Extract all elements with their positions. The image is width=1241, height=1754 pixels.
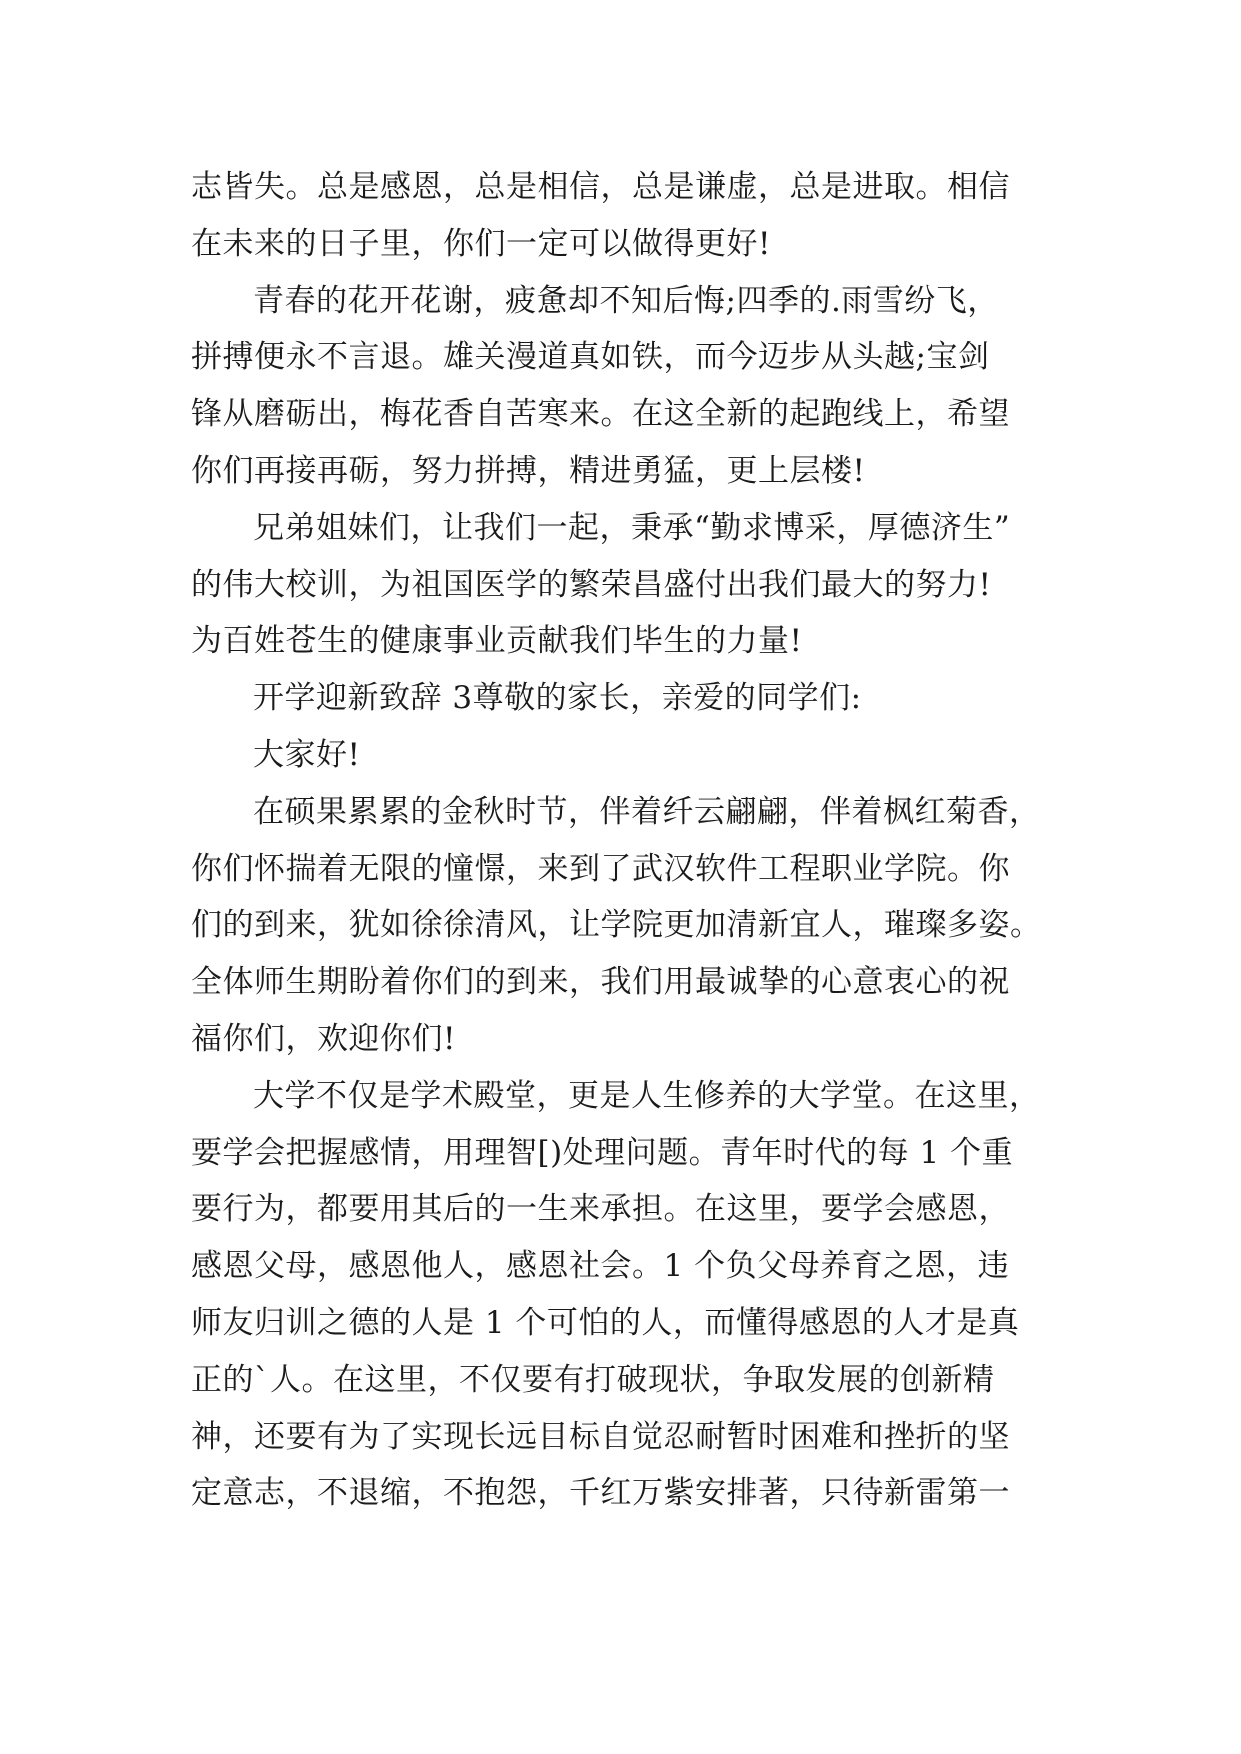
- text-line: 在硕果累累的金秋时节，伴着纤云翩翩，伴着枫红菊香，: [253, 793, 1041, 830]
- text-line: 志皆失。总是感恩，总是相信，总是谦虚，总是进取。相信: [191, 169, 1010, 205]
- text-line: 感恩父母，感恩他人，感恩社会。1 个负父母养育之恩，违: [191, 1248, 1010, 1285]
- text-line: 青春的花开花谢，疲惫却不知后悔;四季的.雨雪纷飞，: [253, 282, 999, 319]
- text-line: 福你们，欢迎你们!: [191, 1020, 456, 1057]
- text-line: 锋从磨砺出，梅花香自苦寒来。在这全新的起跑线上，希望: [191, 396, 1010, 433]
- text-line: 神，还要有为了实现长远目标自觉忍耐暂时困难和挫折的坚: [191, 1418, 1010, 1455]
- text-line: 正的`人。在这里，不仅要有打破现状，争取发展的创新精: [191, 1361, 995, 1398]
- text-line: 你们怀揣着无限的憧憬，来到了武汉软件工程职业学院。你: [191, 850, 1010, 887]
- text-line: 师友归训之德的人是 1 个可怕的人，而懂得感恩的人才是真: [191, 1304, 1020, 1341]
- text-line: 为百姓苍生的健康事业贡献我们毕生的力量!: [191, 623, 803, 660]
- text-line: 你们再接再砺，努力拼搏，精进勇猛，更上层楼!: [191, 452, 866, 489]
- text-line: 的伟大校训，为祖国医学的繁荣昌盛付出我们最大的努力!: [191, 566, 992, 603]
- text-line: 大学不仅是学术殿堂，更是人生修养的大学堂。在这里，: [253, 1077, 1041, 1114]
- text-line: 们的到来，犹如徐徐清风，让学院更加清新宜人，璀璨多姿。: [191, 907, 1042, 944]
- text-line: 定意志，不退缩，不抱怨，千红万紫安排著，只待新雷第一: [191, 1475, 1010, 1512]
- text-line: 在未来的日子里，你们一定可以做得更好!: [191, 225, 771, 262]
- text-line: 要行为，都要用其后的一生来承担。在这里，要学会感恩，: [191, 1191, 1010, 1228]
- text-line: 兄弟姐妹们，让我们一起，秉承“勤求博采，厚德济生”: [253, 509, 1011, 546]
- text-line: 开学迎新致辞 3尊敬的家长，亲爱的同学们:: [253, 680, 862, 717]
- text-line: 拼搏便永不言退。雄关漫道真如铁，而今迈步从头越;宝剑: [191, 339, 990, 376]
- text-line: 大家好!: [253, 736, 361, 773]
- text-line: 要学会把握感情，用理智[)处理问题。青年时代的每 1 个重: [191, 1134, 1014, 1171]
- text-line: 全体师生期盼着你们的到来，我们用最诚挚的心意衷心的祝: [191, 964, 1010, 1001]
- document-body: [191, 159, 1051, 1522]
